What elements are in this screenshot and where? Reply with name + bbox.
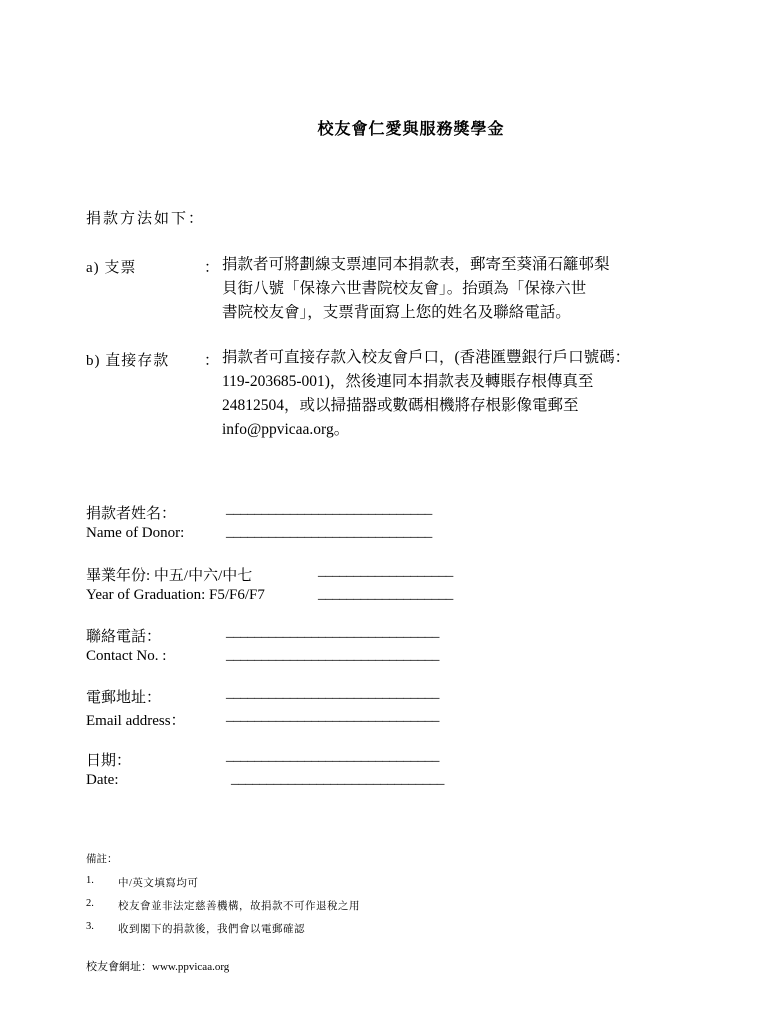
graduation-year-field[interactable]: ___________________	[318, 586, 453, 602]
contact-number-label-cn: 聯絡電話：	[86, 629, 162, 645]
email-field[interactable]: ______________________________	[226, 708, 440, 724]
note-number: 3.	[86, 921, 94, 932]
donor-name-field[interactable]: _____________________________	[226, 501, 432, 517]
donor-name-field[interactable]: _____________________________	[226, 524, 432, 540]
date-field[interactable]: ______________________________	[226, 748, 440, 764]
description-line: 119-203685-001)，然後連同本捐款表及轉賬存根傳真至	[222, 373, 594, 390]
method-colon: ：	[204, 260, 220, 276]
note-number: 1.	[86, 875, 94, 886]
note-text: 校友會並非法定慈善機構，故捐款不可作退稅之用	[118, 901, 360, 912]
note-text: 收到閣下的捐款後，我們會以電郵確認	[118, 924, 305, 935]
method-description-cheque	[222, 253, 706, 325]
date-label-en: Date:	[86, 772, 119, 788]
graduation-year-label-en: Year of Graduation: F5/F6/F7	[86, 587, 265, 603]
description-line: info@ppvicaa.org。	[222, 421, 350, 438]
note-text: 中/英文填寫均可	[118, 878, 199, 889]
donor-name-label-en: Name of Donor:	[86, 525, 185, 541]
description-line: 24812504，或以掃描器或數碼相機將存根影像電郵至	[222, 397, 579, 414]
method-label-direct-deposit: b) 直接存款	[86, 353, 170, 369]
description-line: 捐款者可將劃線支票連同本捐款表，郵寄至葵涌石籬邨梨	[222, 256, 610, 273]
date-field[interactable]: ______________________________	[231, 771, 445, 787]
donation-methods-intro: 捐款方法如下：	[86, 211, 206, 227]
method-label-cheque: a) 支票	[86, 260, 137, 276]
email-field[interactable]: ______________________________	[226, 685, 440, 701]
donor-name-label-cn: 捐款者姓名：	[86, 506, 177, 522]
contact-number-label-en: Contact No. :	[86, 648, 167, 664]
graduation-year-field[interactable]: ___________________	[318, 563, 453, 579]
document-title: 校友會仁愛與服務獎學金	[317, 121, 505, 138]
graduation-year-label-cn: 畢業年份: 中五/中六/中七	[86, 568, 253, 584]
date-label-cn: 日期：	[86, 753, 132, 769]
description-line: 貝街八號「保祿六世書院校友會」。抬頭為「保祿六世	[222, 280, 587, 297]
description-line: 捐款者可直接存款入校友會戶口，(香港匯豐銀行戶口號碼：	[222, 349, 631, 366]
email-label-en: Email address：	[86, 713, 186, 729]
method-colon: ：	[204, 353, 220, 369]
note-number: 2.	[86, 898, 94, 909]
contact-number-field[interactable]: ______________________________	[226, 647, 440, 663]
notes-heading: 備註：	[86, 854, 118, 865]
contact-number-field[interactable]: ______________________________	[226, 624, 440, 640]
email-label-cn: 電郵地址：	[86, 690, 162, 706]
description-line: 書院校友會」，支票背面寫上您的姓名及聯絡電話。	[222, 304, 571, 321]
method-description-direct-deposit	[222, 346, 706, 442]
alumni-website-footer: 校友會網址：www.ppvicaa.org	[86, 961, 230, 973]
